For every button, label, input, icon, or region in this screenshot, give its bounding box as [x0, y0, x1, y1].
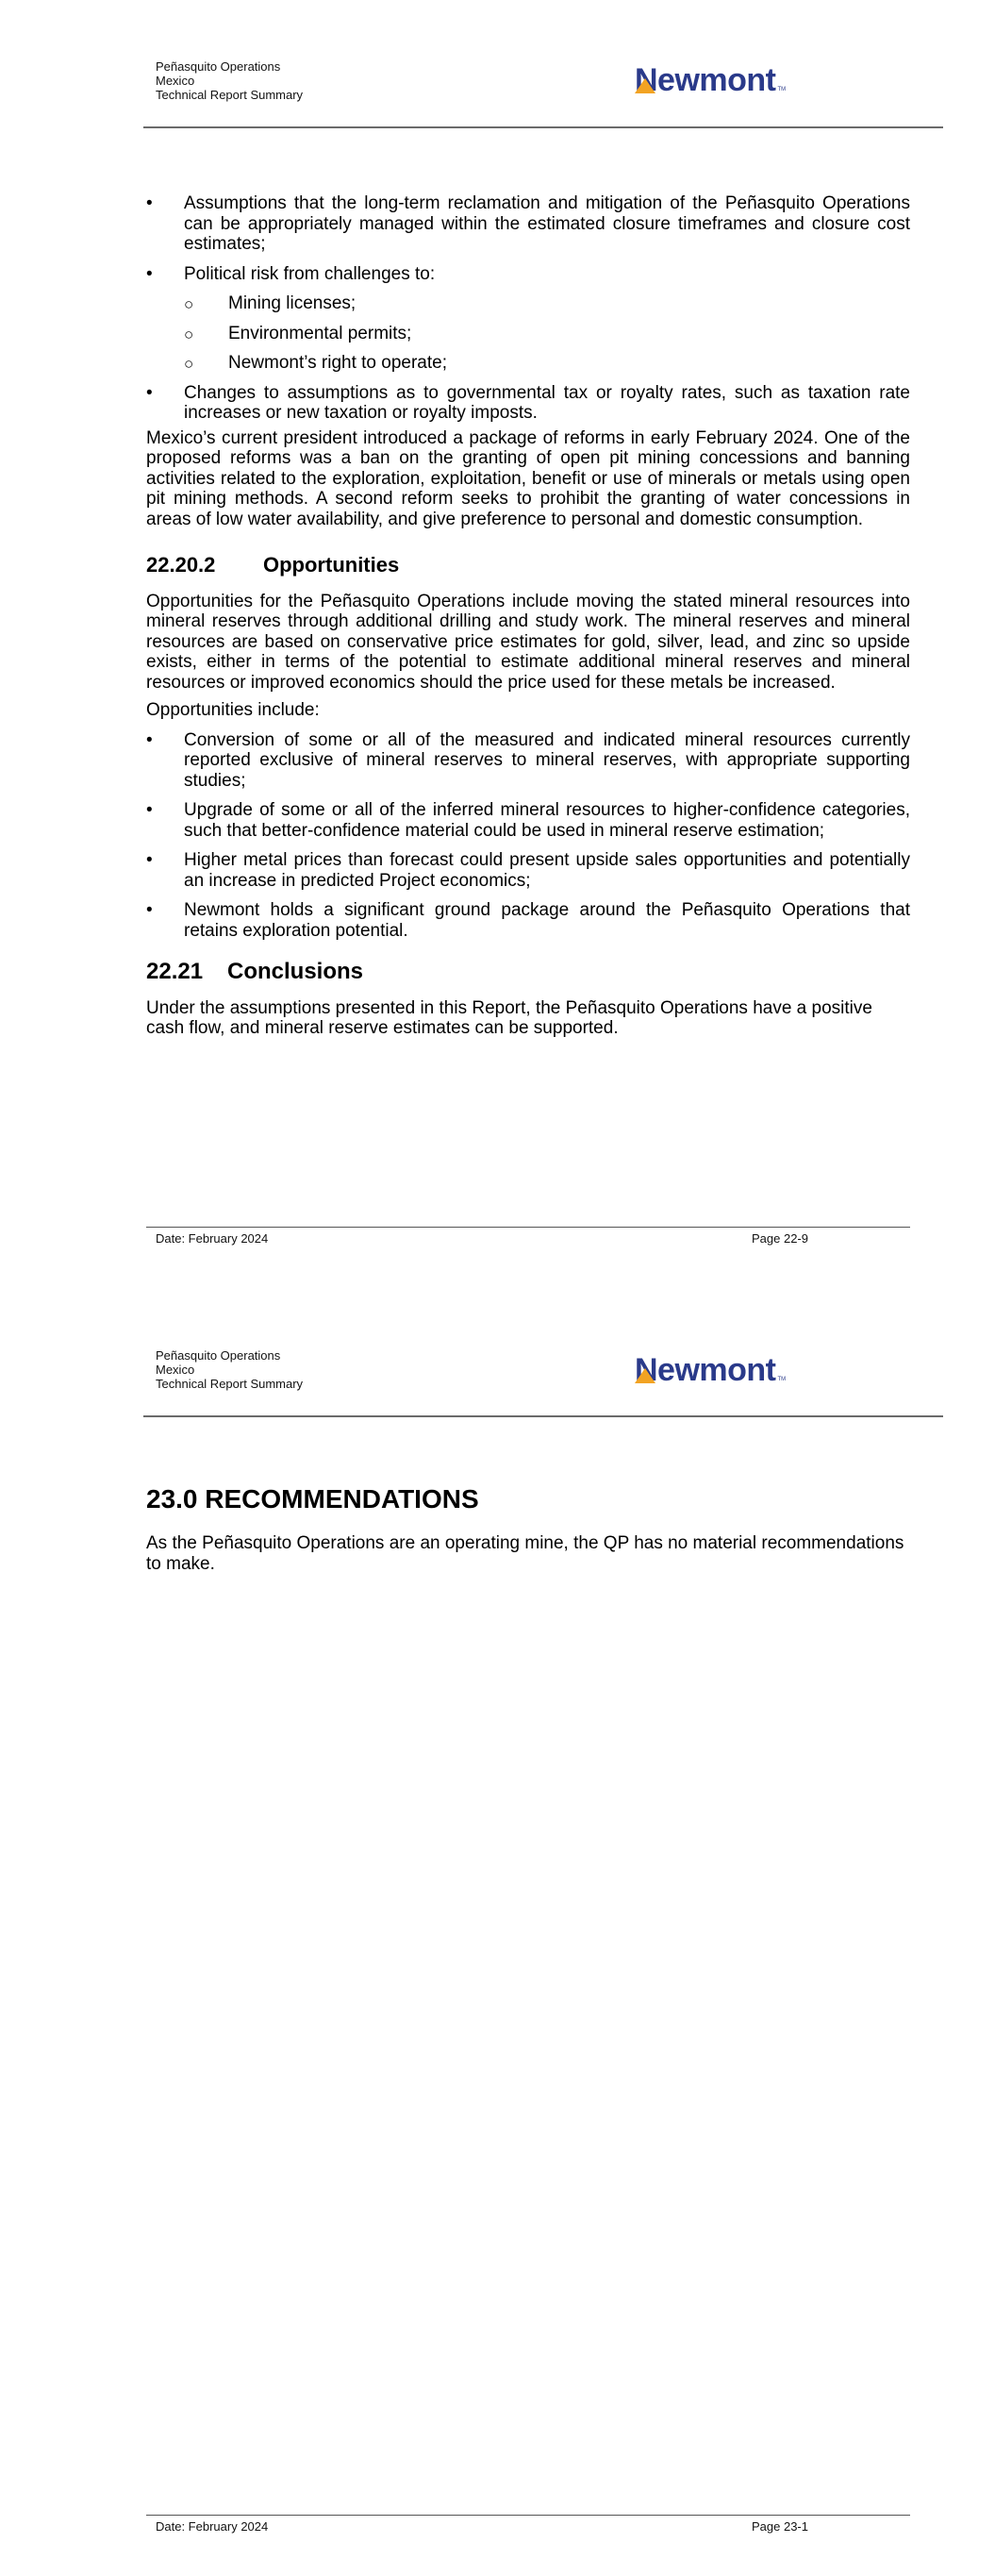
- logo-wordmark: [635, 1354, 776, 1386]
- list-item-text: Higher metal prices than forecast could present upside sales opportunities and potentially an increase in predicted Project economics;: [184, 850, 910, 891]
- page-23-1: [0, 1288, 995, 2576]
- logo-text: Newmont: [635, 1352, 776, 1388]
- newmont-logo: [635, 1354, 786, 1386]
- list-item: [146, 383, 910, 424]
- header-rule: [143, 1415, 943, 1417]
- list-item-text: Changes to assumptions as to governmental tax or royalty rates, such as taxation rate increases or new taxation or royalty imposts.: [184, 382, 910, 423]
- section-title: Opportunities: [263, 553, 400, 577]
- header-report-type: Technical Report Summary: [156, 88, 304, 102]
- list-item-text: Conversion of some or all of the measured and indicated mineral resources currently reported exclusive of mineral reserves to mineral reserves, with appropriate supporting studies;: [184, 729, 910, 791]
- header-project: Peñasquito Operations: [156, 1348, 281, 1363]
- page-header-text: [156, 1348, 303, 1391]
- list-item-text: Newmont holds a significant ground package around the Peñasquito Operations that retains exploration potential.: [184, 900, 910, 941]
- newmont-logo: [635, 64, 786, 96]
- opportunities-list-intro: Opportunities include:: [146, 700, 320, 720]
- bullet-icon: •: [146, 263, 153, 284]
- logo-wordmark: [635, 64, 776, 96]
- logo-triangle-icon: [635, 1368, 655, 1383]
- page-body: [146, 193, 910, 1048]
- section-heading-opportunities: [146, 555, 910, 576]
- list-item: [146, 730, 910, 792]
- header-country: Mexico: [156, 1363, 195, 1377]
- chapter-heading: 23.0 RECOMMENDATIONS: [146, 1484, 479, 1514]
- circle-bullet-icon: ○: [184, 325, 194, 343]
- logo-trademark: TM: [777, 1377, 787, 1382]
- header-country: Mexico: [156, 74, 195, 88]
- section-number: 22.20.2: [146, 553, 216, 577]
- sub-list-item-text: Mining licenses;: [228, 293, 357, 313]
- bullet-icon: •: [146, 900, 153, 920]
- list-item-text: Upgrade of some or all of the inferred mineral resources to higher-confidence categories, such that better-confidence material could be used in mineral reserve estimation;: [184, 800, 910, 841]
- page-body: [146, 1484, 910, 1583]
- recommendations-text: As the Peñasquito Operations are an operating mine, the QP has no material recommendations to make.: [146, 1533, 904, 1574]
- footer-page-number: Page 22-9: [752, 1231, 808, 1246]
- page-header-text: [156, 59, 303, 102]
- section-heading-conclusions: [146, 959, 910, 984]
- footer-page-number: Page 23-1: [752, 2519, 808, 2534]
- footer-date: Date: February 2024: [156, 1231, 269, 1246]
- conclusions-text: Under the assumptions presented in this Report, the Peñasquito Operations have a positive cash flow, and mineral reserve estimates can be supported.: [146, 997, 872, 1038]
- sub-list-item-text: Newmont’s right to operate;: [228, 353, 447, 373]
- header-rule: [143, 126, 943, 128]
- sub-list-item-text: Environmental permits;: [228, 323, 412, 343]
- bullet-icon: •: [146, 382, 153, 403]
- logo-text: Newmont: [635, 62, 776, 98]
- list-item-text: Political risk from challenges to:: [184, 263, 436, 284]
- section-title: Conclusions: [227, 959, 364, 984]
- list-item: [146, 193, 910, 255]
- circle-bullet-icon: ○: [184, 295, 194, 313]
- footer-date: Date: February 2024: [156, 2519, 269, 2534]
- sub-list-item: [146, 353, 910, 374]
- bullet-icon: •: [146, 800, 153, 820]
- reform-paragraph: Mexico’s current president introduced a package of reforms in early February 2024. One of the proposed reforms was a ban on the granting of open pit mining concessions and banning activities related to the exploration, exploitation, benefit or use of minerals or metals using open pit mining methods. A second reform seeks to prohibit the granting of water concessions in areas of low water availability, and give preference to personal and domestic consumption.: [146, 427, 910, 529]
- bullet-icon: •: [146, 193, 153, 213]
- header-report-type: Technical Report Summary: [156, 1377, 304, 1391]
- sub-list-item: [146, 324, 910, 344]
- bullet-icon: •: [146, 850, 153, 870]
- circle-bullet-icon: ○: [184, 355, 194, 373]
- list-item: [146, 850, 910, 891]
- bullet-icon: •: [146, 729, 153, 750]
- header-project: Peñasquito Operations: [156, 59, 281, 74]
- footer-rule: [146, 1227, 910, 1228]
- sub-list-item: [146, 293, 910, 314]
- logo-trademark: TM: [777, 87, 787, 92]
- list-item: [146, 900, 910, 941]
- logo-triangle-icon: [635, 78, 655, 93]
- footer-rule: [146, 2515, 910, 2516]
- list-item-text: Assumptions that the long-term reclamation and mitigation of the Peñasquito Operations can be appropriately managed within the estimated closure timeframes and closure cost estimates;: [184, 193, 910, 254]
- list-item: [146, 800, 910, 841]
- list-item: [146, 264, 910, 285]
- section-number: 22.21: [146, 959, 204, 984]
- opportunities-intro: Opportunities for the Peñasquito Operations include moving the stated mineral resources into mineral reserves through additional drilling and study work. The mineral reserves and mineral resources are based on conservative price estimates for gold, silver, lead, and zinc so upside exists, either in terms of the potential to estimate additional mineral reserves and mineral resources or improved economics should the price used for these metals be increased.: [146, 591, 910, 693]
